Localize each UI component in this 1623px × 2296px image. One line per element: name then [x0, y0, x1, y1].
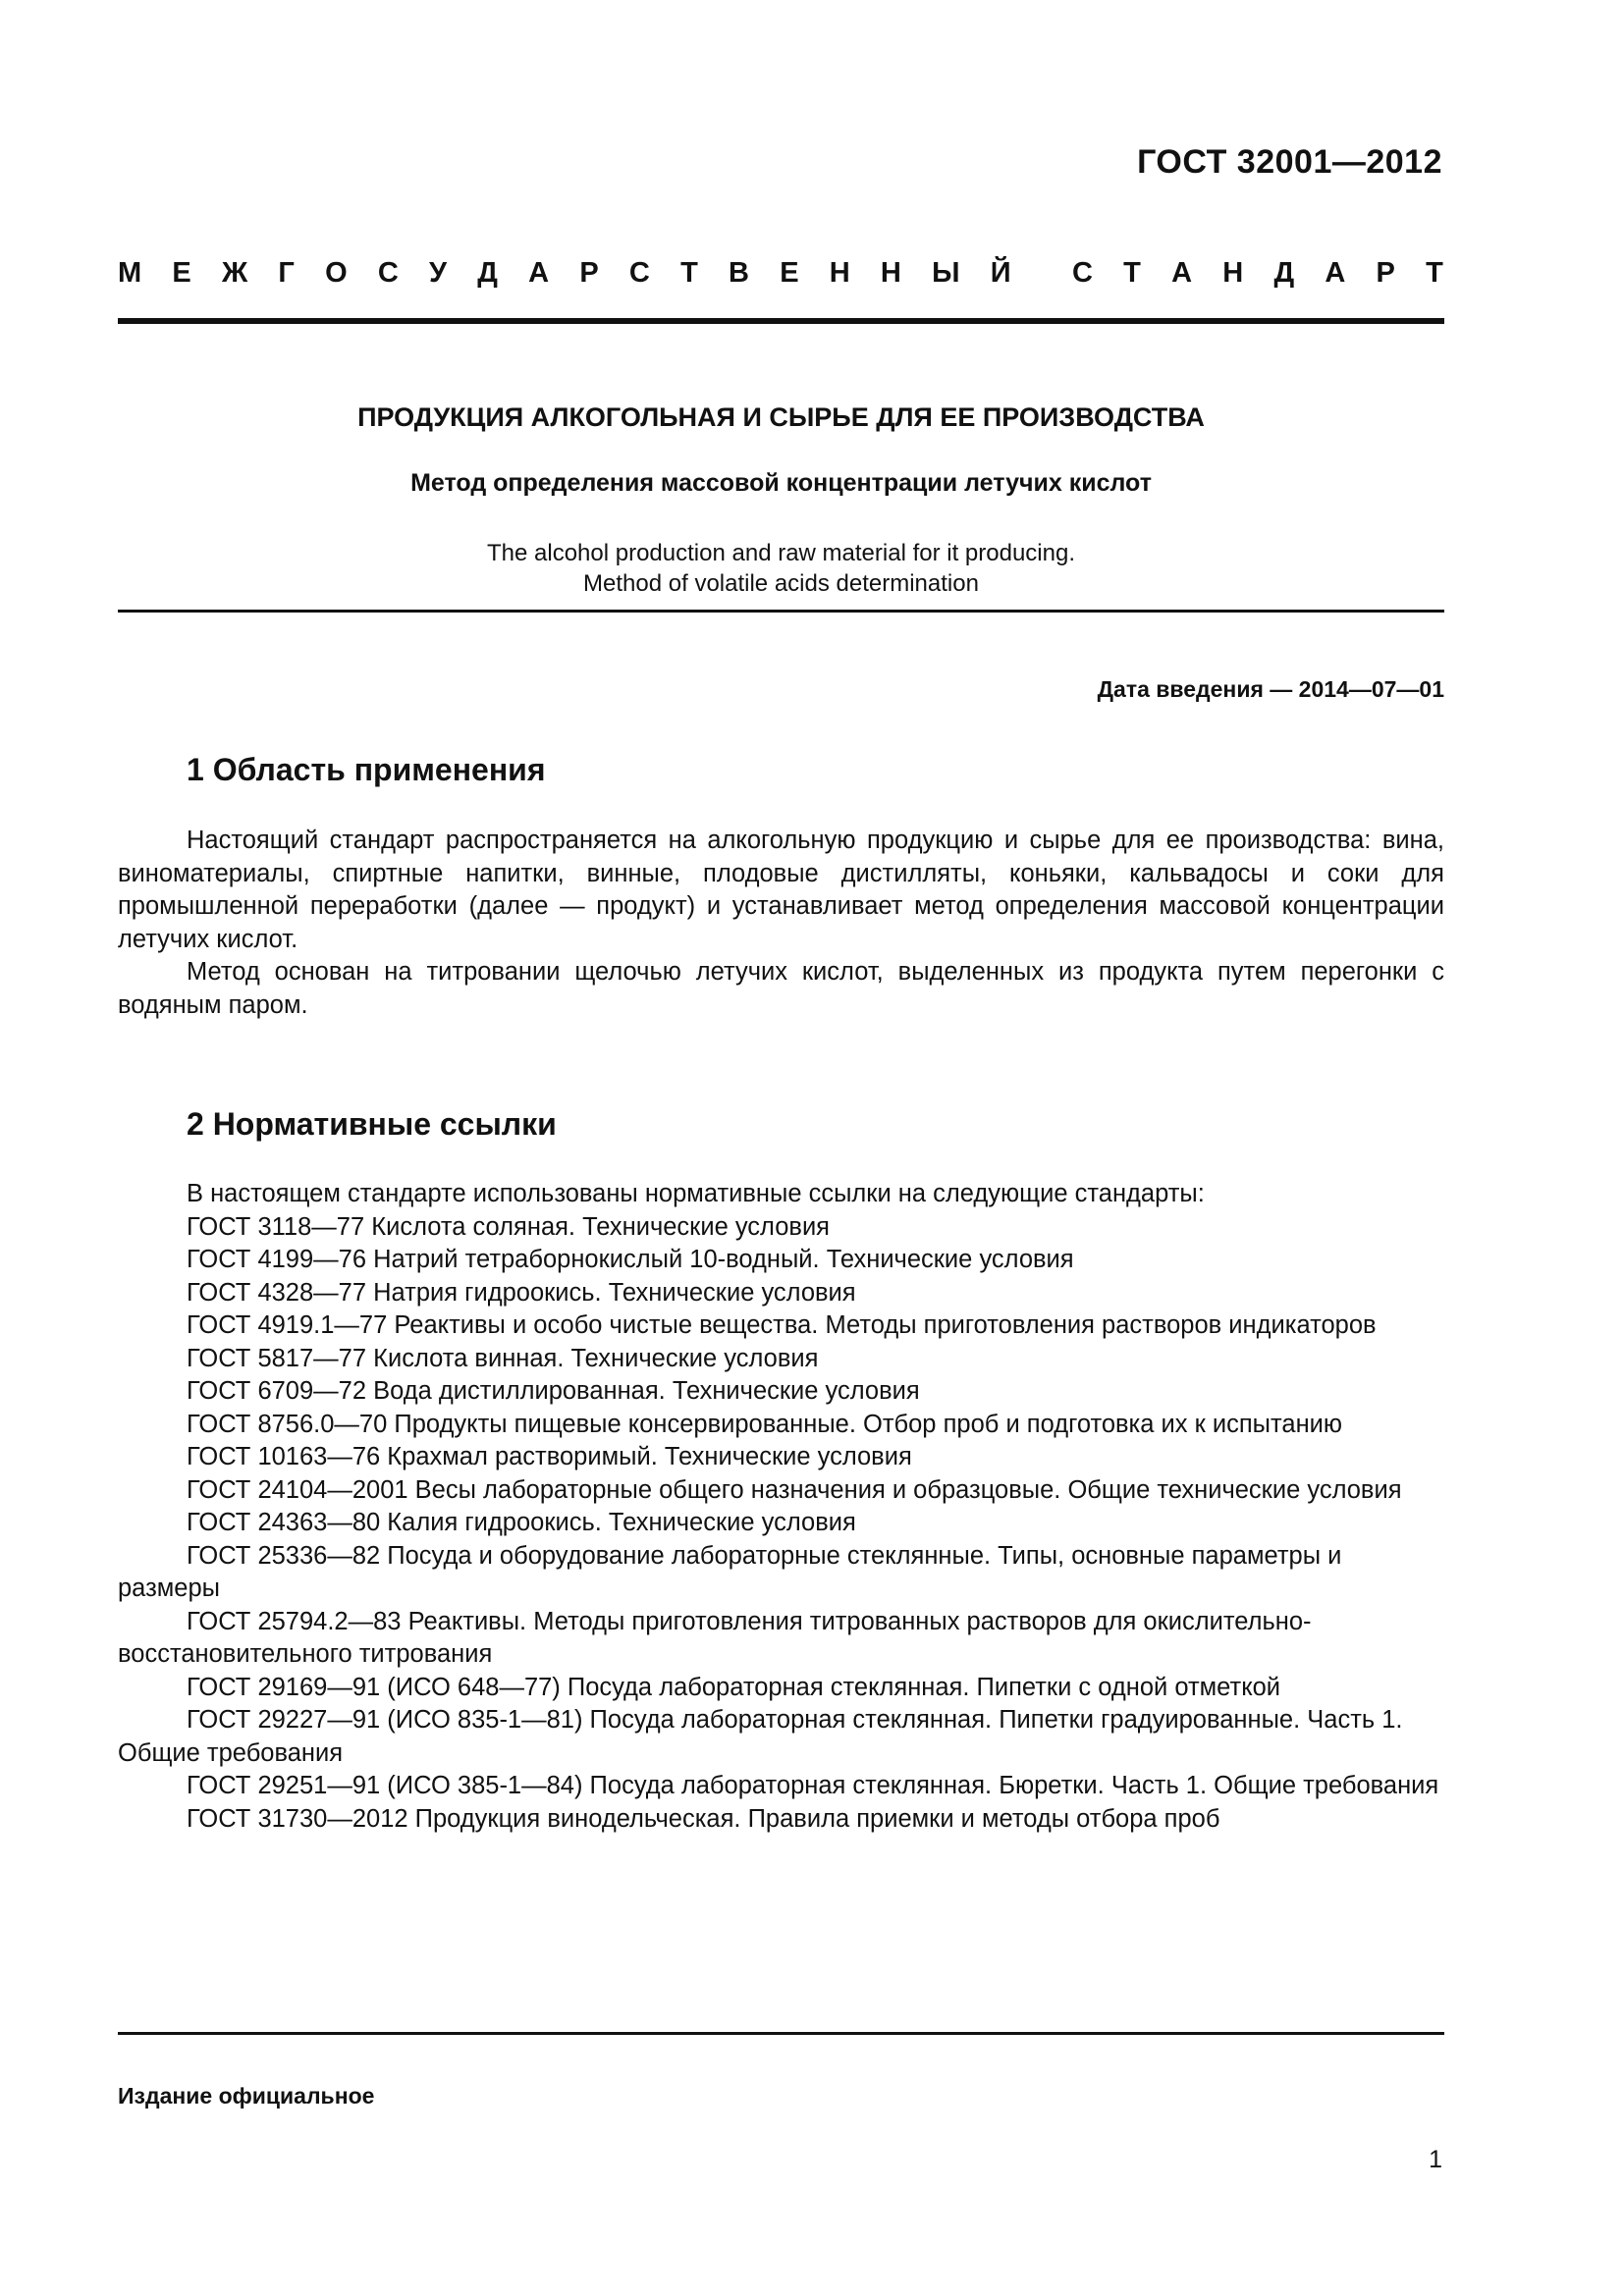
standard-type-letter: С: [377, 257, 399, 289]
standard-type-heading: [118, 257, 1443, 290]
reference-item: ГОСТ 25336—82 Посуда и оборудование лабораторные стеклянные. Типы, основные параметры и размеры: [118, 1541, 1342, 1602]
standard-type-letter: Ы: [932, 257, 960, 289]
section-1-paragraph-2: Метод основан на титровании щелочью летучих кислот, выделенных из продукта путем перегонки с водяным паром.: [118, 958, 1444, 1019]
standard-type-letter: Н: [880, 257, 901, 289]
standard-type-letter: Ж: [221, 257, 248, 289]
reference-item: ГОСТ 8756.0—70 Продукты пищевые консервированные. Отбор проб и подготовка их к испытанию: [187, 1410, 1343, 1438]
standard-type-letter: Е: [172, 257, 191, 289]
reference-item: ГОСТ 31730—2012 Продукция винодельческая. Правила приемки и методы отбора проб: [187, 1804, 1220, 1833]
standard-type-letter: О: [325, 257, 348, 289]
reference-item: ГОСТ 3118—77 Кислота соляная. Технические условия: [187, 1212, 830, 1241]
reference-item: ГОСТ 24363—80 Калия гидроокись. Технические условия: [187, 1509, 856, 1536]
introduction-date: Дата введения — 2014—07—01: [1097, 676, 1444, 702]
standard-type-letter: В: [729, 257, 749, 289]
title-divider: [118, 610, 1444, 613]
standard-type-letter: М: [118, 257, 142, 289]
english-title-line-2: Method of volatile acids determination: [583, 570, 979, 597]
reference-item: ГОСТ 5817—77 Кислота винная. Технические условия: [187, 1344, 819, 1372]
document-title: ПРОДУКЦИЯ АЛКОГОЛЬНАЯ И СЫРЬЕ ДЛЯ ЕЕ ПРОИЗВОДСТВА: [357, 402, 1205, 432]
standard-type-letter: А: [528, 257, 550, 289]
standard-type-letter: С: [1072, 257, 1093, 289]
standard-type-letter: А: [1171, 257, 1193, 289]
section-1-body: [118, 825, 1444, 1022]
standard-type-letter: Н: [829, 257, 850, 289]
standard-type-letter: Н: [1222, 257, 1244, 289]
section-2-heading: 2 Нормативные ссылки: [187, 1106, 557, 1142]
document-subtitle: Метод определения массовой концентрации летучих кислот: [410, 469, 1152, 497]
standard-type-letter: Д: [1273, 257, 1295, 289]
footer-divider: [118, 2032, 1444, 2035]
section-1-paragraph-1: Настоящий стандарт распространяется на алкогольную продукцию и сырье для ее производства: вина, виноматериалы, спиртные напитки, винные, плодовые дистилляты, коньяки, кальвадосы и соки для промышленной переработки (далее — продукт) и устанавливает метод определения массовой концентрации летучих кислот.: [118, 827, 1444, 953]
standard-type-letter: А: [1325, 257, 1346, 289]
standard-type-letter: Е: [780, 257, 799, 289]
document-code: ГОСТ 32001—2012: [1137, 143, 1442, 181]
section-1-heading: 1 Область применения: [187, 752, 546, 787]
standard-type-letter: С: [628, 257, 650, 289]
reference-item: ГОСТ 10163—76 Крахмал растворимый. Технические условия: [187, 1443, 912, 1470]
reference-item: ГОСТ 4328—77 Натрия гидроокись. Технические условия: [187, 1278, 856, 1307]
page-number: 1: [1429, 2146, 1442, 2173]
reference-item: ГОСТ 4199—76 Натрий тетраборнокислый 10-водный. Технические условия: [187, 1246, 1074, 1273]
reference-item: ГОСТ 6709—72 Вода дистиллированная. Технические условия: [187, 1377, 920, 1405]
english-title: [118, 538, 1444, 599]
standard-type-letter: Р: [1376, 257, 1395, 289]
reference-item: ГОСТ 4919.1—77 Реактивы и особо чистые вещества. Методы приготовления растворов индикаторов: [187, 1311, 1377, 1339]
references-list: [118, 1178, 1444, 1836]
reference-item: ГОСТ 29251—91 (ИСО 385-1—84) Посуда лабораторная стеклянная. Бюретки. Часть 1. Общие требования: [187, 1772, 1439, 1799]
reference-item: ГОСТ 29227—91 (ИСО 835-1—81) Посуда лабораторная стеклянная. Пипетки градуированные. Часть 1. Общие требования: [118, 1706, 1403, 1767]
reference-item: ГОСТ 29169—91 (ИСО 648—77) Посуда лабораторная стеклянная. Пипетки с одной отметкой: [187, 1673, 1281, 1701]
english-title-line-1: The alcohol production and raw material for it producing.: [487, 540, 1075, 566]
standard-type-letter: Р: [579, 257, 599, 289]
header-divider: [118, 318, 1444, 324]
standard-type-letter: Т: [680, 257, 698, 289]
standard-type-letter: Г: [278, 257, 295, 289]
standard-type-letter: Д: [477, 257, 498, 289]
standard-type-letter: Т: [1426, 257, 1443, 289]
standard-type-letter: У: [429, 257, 448, 289]
reference-item: ГОСТ 24104—2001 Весы лабораторные общего назначения и образцовые. Общие технические условия: [187, 1475, 1402, 1504]
reference-item: ГОСТ 25794.2—83 Реактивы. Методы приготовления титрованных растворов для окислительно-восстановительного титрования: [118, 1607, 1312, 1668]
references-intro: В настоящем стандарте использованы нормативные ссылки на следующие стандарты:: [187, 1180, 1205, 1207]
official-edition-label: Издание официальное: [118, 2083, 375, 2109]
standard-type-letter: Й: [990, 257, 1011, 289]
standard-type-letter: Т: [1123, 257, 1141, 289]
